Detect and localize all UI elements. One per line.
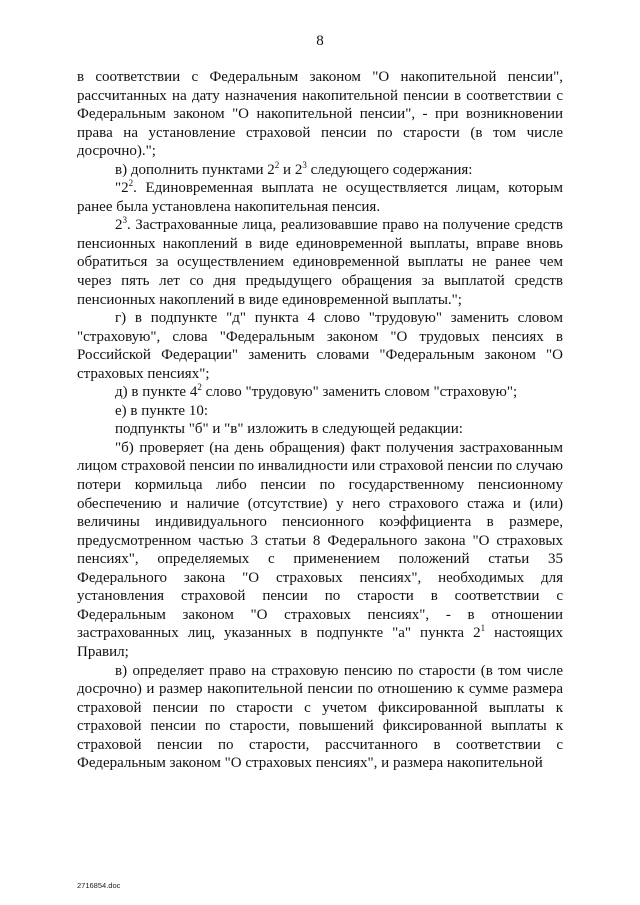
paragraph-text: г) в подпункте "д" пункта 4 слово "трудовую" заменить словом "страховую", слова "Федеральным законом "О трудовых пенсиях в Российской Федерации" заменить словами "Федеральным законом "О страховых пенсиях"; [77,310,563,382]
superscript: 2 [274,159,280,170]
superscript: 3 [302,159,307,170]
paragraph-text: "б) проверяет (на день обращения) факт получения застрахованным лицом страховой пенсии по инвалидности или страховой пенсии по случаю потери кормильца либо пенсии по государственному пенсионному обеспечению и наличие (отсутствие) у него страхового стажа и (или) величины индивидуального пенсионного коэффициента в размере, предусмотренном частью 3 статьи 8 Федерального закона "О страховых пенсиях", определяемых с применением положений статьи 35 Федерального закона "О страховых пенсиях", необходимых для установления страховой пенсии по старости в соответствии с Федеральным законом "О страховых пенсиях", - в отношении застрахованных лиц, указанных в подпункте "а" пункта 2 [77,439,563,642]
document-body [77,68,563,773]
paragraph [77,439,563,662]
superscript: 3 [122,215,127,226]
paragraph [77,161,563,180]
superscript: 1 [480,623,486,634]
paragraph-text: . Застрахованные лица, реализовавшие право на получение средств пенсионных накоплений в виде единовременной выплаты, вправе вновь обратиться за осуществлением единовременной выплаты не ранее чем через пять лет со дня предыдущего обращения за выплатой средств пенсионных накоплений в виде единовременной выплаты."; [77,217,563,308]
paragraph-text: в соответствии с Федеральным законом "О накопительной пенсии", рассчитанных на дату назначения накопительной пенсии в соответствии с Федеральным законом "О накопительной пенсии", - при возникновении права на установление страховой пенсии по старости (в том числе досрочно)."; [77,69,563,160]
paragraph-text: 2 [115,217,123,234]
page-number: 8 [316,33,324,49]
paragraph-text: . Единовременная выплата не осуществляется лицам, которым ранее была установлена накопительная пенсия. [77,180,563,215]
paragraph [77,216,563,309]
paragraph [77,179,563,216]
paragraph-text: е) в пункте 10: [115,402,209,419]
paragraph [77,662,563,773]
paragraph [77,402,563,421]
paragraph-text: в) дополнить пунктами 2 [115,161,275,178]
footer-filename: 2716854.doc [77,881,121,890]
paragraph-text: слово "трудовую" заменить словом "страховую"; [201,384,518,401]
paragraph-text: следующего содержания: [306,161,473,178]
paragraph-text: и 2 [279,161,303,178]
paragraph [77,420,563,439]
paragraph-text: "2 [115,180,129,197]
paragraph-text: д) в пункте 4 [115,384,198,401]
paragraph [77,68,563,161]
paragraph-text: подпункты "б" и "в" изложить в следующей редакции: [115,421,463,438]
paragraph [77,383,563,402]
paragraph-text: в) определяет право на страховую пенсию по старости (в том числе досрочно) и размер накопительной пенсии по отношению к сумме размера страховой пенсии по старости с учетом фиксированной выплаты к страховой пенсии по старости, повышений фиксированной выплаты к страховой пенсии по старости, рассчитанного в соответствии с Федеральным законом "О страховых пенсиях", и размера накопительной [77,662,563,772]
paragraph-text: настоящих Правил; [77,625,563,660]
superscript: 2 [128,178,134,189]
superscript: 2 [197,382,202,393]
paragraph [77,309,563,383]
